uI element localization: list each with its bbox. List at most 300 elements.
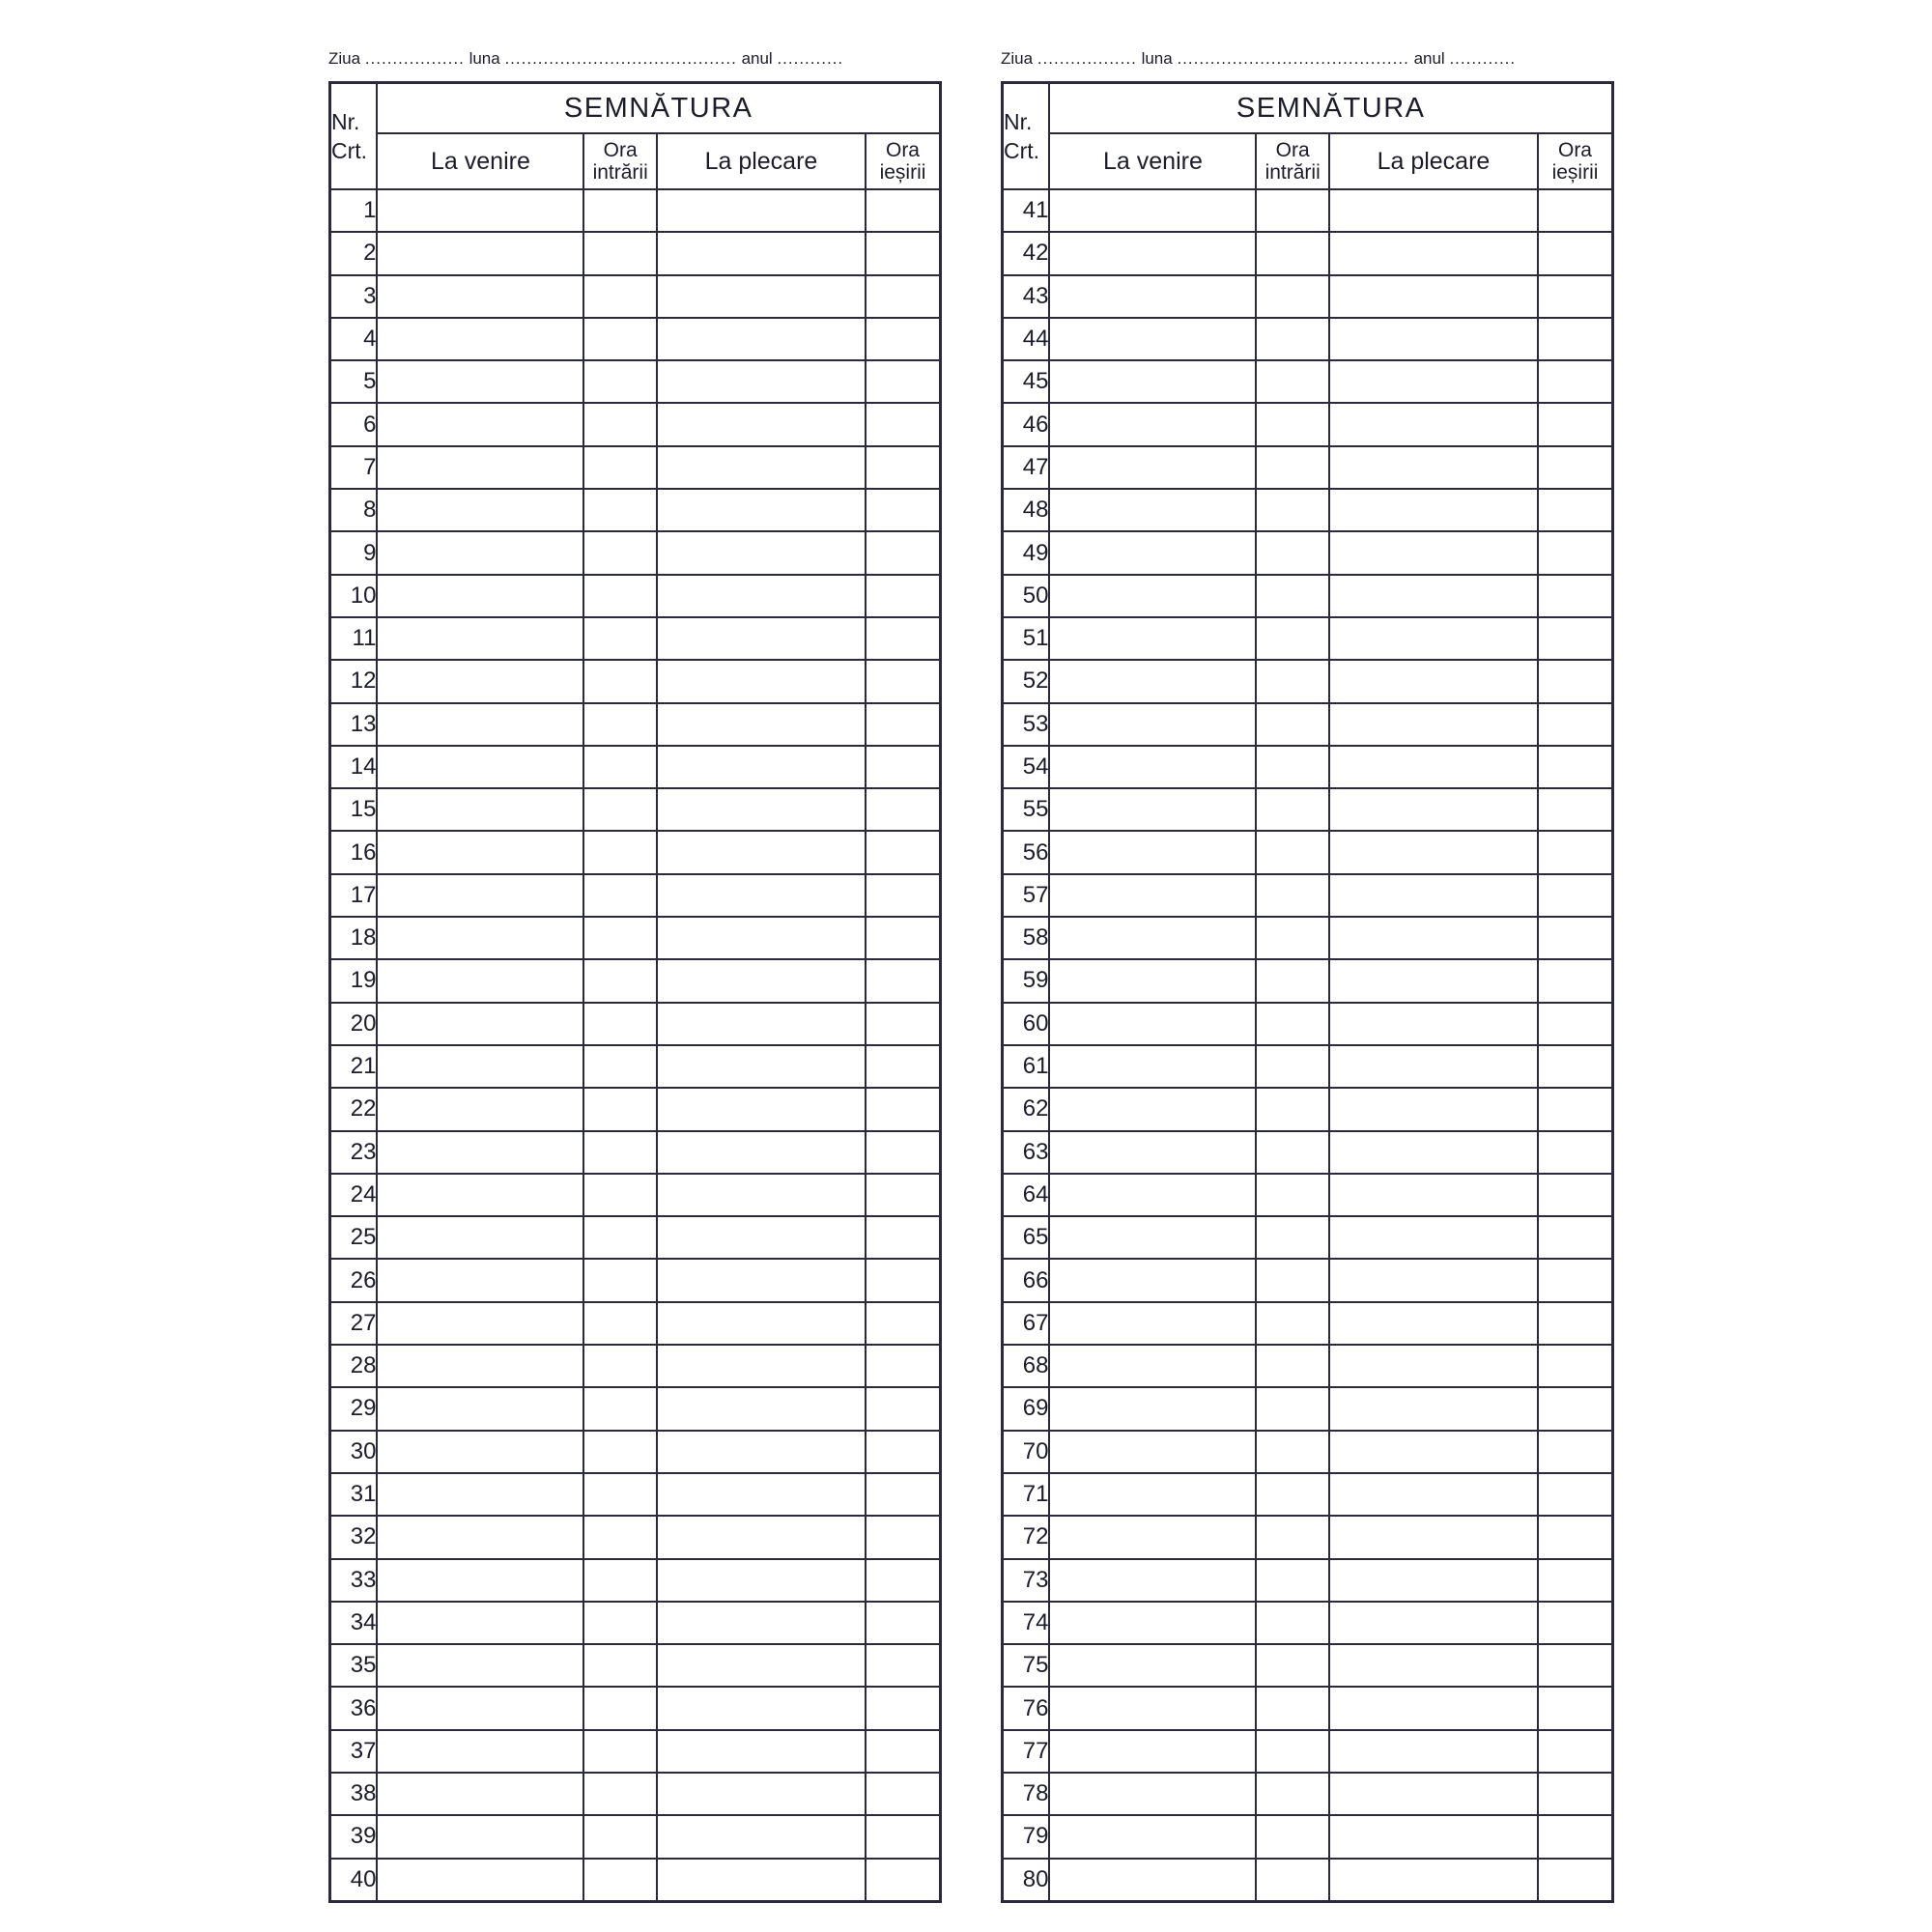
ora-intrarii-cell[interactable] (1256, 446, 1328, 489)
la-venire-cell[interactable] (1049, 403, 1256, 445)
ora-iesirii-cell[interactable] (1538, 1387, 1613, 1430)
ora-iesirii-cell[interactable] (866, 1859, 941, 1902)
ora-intrarii-cell[interactable] (583, 1302, 656, 1345)
ora-intrarii-cell[interactable] (583, 703, 656, 746)
la-plecare-cell[interactable] (1329, 1088, 1538, 1130)
ora-intrarii-cell[interactable] (583, 1644, 656, 1687)
ora-intrarii-cell[interactable] (583, 189, 656, 232)
ora-iesirii-cell[interactable] (866, 1815, 941, 1858)
ora-iesirii-cell[interactable] (1538, 489, 1613, 531)
ora-intrarii-cell[interactable] (1256, 275, 1328, 318)
la-venire-cell[interactable] (377, 617, 583, 660)
ora-iesirii-cell[interactable] (866, 1045, 941, 1088)
la-plecare-cell[interactable] (1329, 1131, 1538, 1174)
ora-iesirii-cell[interactable] (866, 1644, 941, 1687)
ora-iesirii-cell[interactable] (1538, 360, 1613, 403)
ora-iesirii-cell[interactable] (1538, 1559, 1613, 1602)
la-venire-cell[interactable] (377, 1516, 583, 1558)
la-plecare-cell[interactable] (657, 874, 866, 917)
ora-iesirii-cell[interactable] (866, 917, 941, 959)
ora-iesirii-cell[interactable] (866, 1259, 941, 1301)
ora-iesirii-cell[interactable] (866, 1131, 941, 1174)
ora-iesirii-cell[interactable] (1538, 1131, 1613, 1174)
la-venire-cell[interactable] (377, 746, 583, 788)
ora-iesirii-cell[interactable] (1538, 1516, 1613, 1558)
la-plecare-cell[interactable] (657, 1045, 866, 1088)
ora-intrarii-cell[interactable] (1256, 318, 1328, 360)
la-venire-cell[interactable] (1049, 831, 1256, 873)
ora-intrarii-cell[interactable] (583, 1602, 656, 1644)
la-venire-cell[interactable] (1049, 1345, 1256, 1387)
ora-iesirii-cell[interactable] (866, 1302, 941, 1345)
ora-intrarii-cell[interactable] (1256, 1088, 1328, 1130)
ora-iesirii-cell[interactable] (866, 703, 941, 746)
la-venire-cell[interactable] (377, 788, 583, 831)
ora-iesirii-cell[interactable] (1538, 232, 1613, 274)
ora-iesirii-cell[interactable] (866, 1730, 941, 1773)
la-plecare-cell[interactable] (657, 1003, 866, 1045)
ora-intrarii-cell[interactable] (583, 1345, 656, 1387)
ora-iesirii-cell[interactable] (1538, 1088, 1613, 1130)
ora-iesirii-cell[interactable] (866, 531, 941, 574)
ora-intrarii-cell[interactable] (1256, 617, 1328, 660)
ora-iesirii-cell[interactable] (866, 1088, 941, 1130)
ora-iesirii-cell[interactable] (1538, 788, 1613, 831)
la-venire-cell[interactable] (377, 959, 583, 1002)
ora-iesirii-cell[interactable] (1538, 1259, 1613, 1301)
ora-iesirii-cell[interactable] (1538, 531, 1613, 574)
la-venire-cell[interactable] (1049, 1387, 1256, 1430)
ora-intrarii-cell[interactable] (1256, 1131, 1328, 1174)
ora-intrarii-cell[interactable] (583, 1216, 656, 1259)
anul-field[interactable]: ............ (777, 49, 844, 68)
ora-intrarii-cell[interactable] (1256, 660, 1328, 702)
ora-intrarii-cell[interactable] (583, 1687, 656, 1729)
la-venire-cell[interactable] (1049, 1131, 1256, 1174)
ora-iesirii-cell[interactable] (866, 446, 941, 489)
la-plecare-cell[interactable] (657, 1174, 866, 1216)
la-venire-cell[interactable] (1049, 1259, 1256, 1301)
ora-intrarii-cell[interactable] (1256, 1431, 1328, 1473)
ora-iesirii-cell[interactable] (1538, 1730, 1613, 1773)
ora-iesirii-cell[interactable] (866, 1559, 941, 1602)
ora-intrarii-cell[interactable] (583, 959, 656, 1002)
ora-iesirii-cell[interactable] (866, 831, 941, 873)
la-venire-cell[interactable] (377, 489, 583, 531)
la-venire-cell[interactable] (377, 917, 583, 959)
la-plecare-cell[interactable] (657, 575, 866, 617)
la-venire-cell[interactable] (377, 318, 583, 360)
ora-iesirii-cell[interactable] (1538, 917, 1613, 959)
la-venire-cell[interactable] (377, 531, 583, 574)
la-venire-cell[interactable] (1049, 1773, 1256, 1815)
la-venire-cell[interactable] (377, 703, 583, 746)
ora-iesirii-cell[interactable] (866, 617, 941, 660)
la-venire-cell[interactable] (1049, 1644, 1256, 1687)
la-venire-cell[interactable] (377, 575, 583, 617)
la-venire-cell[interactable] (1049, 531, 1256, 574)
ora-iesirii-cell[interactable] (866, 660, 941, 702)
la-plecare-cell[interactable] (657, 1387, 866, 1430)
ora-intrarii-cell[interactable] (1256, 831, 1328, 873)
la-plecare-cell[interactable] (1329, 575, 1538, 617)
ora-iesirii-cell[interactable] (1538, 446, 1613, 489)
la-plecare-cell[interactable] (657, 1216, 866, 1259)
ora-intrarii-cell[interactable] (583, 403, 656, 445)
la-venire-cell[interactable] (377, 232, 583, 274)
la-venire-cell[interactable] (377, 1345, 583, 1387)
la-venire-cell[interactable] (377, 1302, 583, 1345)
la-venire-cell[interactable] (377, 1003, 583, 1045)
ora-intrarii-cell[interactable] (1256, 403, 1328, 445)
la-venire-cell[interactable] (377, 1131, 583, 1174)
la-plecare-cell[interactable] (1329, 489, 1538, 531)
ora-iesirii-cell[interactable] (1538, 1687, 1613, 1729)
ora-iesirii-cell[interactable] (1538, 1473, 1613, 1516)
ora-intrarii-cell[interactable] (583, 1516, 656, 1558)
ora-intrarii-cell[interactable] (1256, 531, 1328, 574)
la-plecare-cell[interactable] (657, 1259, 866, 1301)
la-plecare-cell[interactable] (1329, 232, 1538, 274)
la-plecare-cell[interactable] (1329, 917, 1538, 959)
la-plecare-cell[interactable] (1329, 360, 1538, 403)
la-venire-cell[interactable] (1049, 232, 1256, 274)
la-plecare-cell[interactable] (1329, 831, 1538, 873)
la-venire-cell[interactable] (1049, 1045, 1256, 1088)
ora-iesirii-cell[interactable] (1538, 831, 1613, 873)
la-plecare-cell[interactable] (657, 489, 866, 531)
la-venire-cell[interactable] (377, 1473, 583, 1516)
la-plecare-cell[interactable] (657, 1859, 866, 1902)
ora-intrarii-cell[interactable] (1256, 489, 1328, 531)
ora-intrarii-cell[interactable] (1256, 1259, 1328, 1301)
ora-iesirii-cell[interactable] (1538, 1644, 1613, 1687)
la-plecare-cell[interactable] (1329, 1815, 1538, 1858)
ora-iesirii-cell[interactable] (1538, 1431, 1613, 1473)
ora-intrarii-cell[interactable] (1256, 1687, 1328, 1729)
anul-field[interactable]: ............ (1449, 49, 1517, 68)
la-plecare-cell[interactable] (657, 318, 866, 360)
ora-iesirii-cell[interactable] (866, 575, 941, 617)
ora-iesirii-cell[interactable] (866, 318, 941, 360)
la-plecare-cell[interactable] (1329, 531, 1538, 574)
la-venire-cell[interactable] (377, 1602, 583, 1644)
ora-iesirii-cell[interactable] (1538, 703, 1613, 746)
la-plecare-cell[interactable] (1329, 874, 1538, 917)
la-plecare-cell[interactable] (657, 403, 866, 445)
la-plecare-cell[interactable] (657, 1516, 866, 1558)
la-venire-cell[interactable] (1049, 189, 1256, 232)
la-venire-cell[interactable] (1049, 1431, 1256, 1473)
ora-iesirii-cell[interactable] (866, 959, 941, 1002)
la-plecare-cell[interactable] (1329, 1045, 1538, 1088)
la-plecare-cell[interactable] (657, 1687, 866, 1729)
la-venire-cell[interactable] (1049, 1088, 1256, 1130)
la-plecare-cell[interactable] (1329, 1773, 1538, 1815)
ora-intrarii-cell[interactable] (1256, 1815, 1328, 1858)
ora-iesirii-cell[interactable] (866, 746, 941, 788)
ora-iesirii-cell[interactable] (866, 1773, 941, 1815)
ziua-field[interactable]: .................. (364, 49, 465, 68)
la-plecare-cell[interactable] (657, 917, 866, 959)
ora-intrarii-cell[interactable] (1256, 1859, 1328, 1902)
la-venire-cell[interactable] (377, 1559, 583, 1602)
ora-intrarii-cell[interactable] (1256, 703, 1328, 746)
ora-intrarii-cell[interactable] (1256, 1602, 1328, 1644)
la-plecare-cell[interactable] (1329, 1516, 1538, 1558)
ora-intrarii-cell[interactable] (1256, 232, 1328, 274)
ora-iesirii-cell[interactable] (1538, 1345, 1613, 1387)
la-plecare-cell[interactable] (657, 1131, 866, 1174)
la-venire-cell[interactable] (1049, 703, 1256, 746)
la-plecare-cell[interactable] (1329, 1644, 1538, 1687)
ora-intrarii-cell[interactable] (583, 1730, 656, 1773)
ora-iesirii-cell[interactable] (866, 1174, 941, 1216)
ora-iesirii-cell[interactable] (866, 1345, 941, 1387)
la-venire-cell[interactable] (377, 1644, 583, 1687)
la-venire-cell[interactable] (1049, 1730, 1256, 1773)
ora-intrarii-cell[interactable] (583, 1259, 656, 1301)
la-plecare-cell[interactable] (657, 1088, 866, 1130)
la-plecare-cell[interactable] (1329, 617, 1538, 660)
la-venire-cell[interactable] (1049, 1859, 1256, 1902)
ora-iesirii-cell[interactable] (866, 1431, 941, 1473)
la-plecare-cell[interactable] (1329, 1602, 1538, 1644)
la-plecare-cell[interactable] (1329, 1431, 1538, 1473)
la-venire-cell[interactable] (377, 360, 583, 403)
ora-iesirii-cell[interactable] (866, 788, 941, 831)
ora-intrarii-cell[interactable] (1256, 874, 1328, 917)
ora-iesirii-cell[interactable] (1538, 874, 1613, 917)
ora-iesirii-cell[interactable] (1538, 1815, 1613, 1858)
ora-intrarii-cell[interactable] (583, 1473, 656, 1516)
la-plecare-cell[interactable] (657, 232, 866, 274)
ora-intrarii-cell[interactable] (1256, 1216, 1328, 1259)
la-plecare-cell[interactable] (657, 617, 866, 660)
la-plecare-cell[interactable] (1329, 275, 1538, 318)
ora-intrarii-cell[interactable] (583, 575, 656, 617)
la-plecare-cell[interactable] (1329, 746, 1538, 788)
ora-intrarii-cell[interactable] (583, 489, 656, 531)
la-plecare-cell[interactable] (657, 446, 866, 489)
la-venire-cell[interactable] (1049, 1602, 1256, 1644)
la-venire-cell[interactable] (377, 1730, 583, 1773)
ora-intrarii-cell[interactable] (583, 660, 656, 702)
ora-intrarii-cell[interactable] (1256, 746, 1328, 788)
la-plecare-cell[interactable] (657, 1559, 866, 1602)
la-venire-cell[interactable] (377, 1815, 583, 1858)
la-plecare-cell[interactable] (657, 531, 866, 574)
la-plecare-cell[interactable] (657, 831, 866, 873)
la-venire-cell[interactable] (377, 660, 583, 702)
la-plecare-cell[interactable] (657, 189, 866, 232)
la-venire-cell[interactable] (1049, 489, 1256, 531)
ora-intrarii-cell[interactable] (583, 1088, 656, 1130)
la-plecare-cell[interactable] (657, 360, 866, 403)
la-venire-cell[interactable] (377, 1387, 583, 1430)
ora-intrarii-cell[interactable] (583, 275, 656, 318)
ora-iesirii-cell[interactable] (866, 1003, 941, 1045)
ora-iesirii-cell[interactable] (866, 1516, 941, 1558)
la-venire-cell[interactable] (1049, 318, 1256, 360)
la-plecare-cell[interactable] (1329, 1216, 1538, 1259)
la-venire-cell[interactable] (377, 831, 583, 873)
ora-intrarii-cell[interactable] (583, 360, 656, 403)
ora-intrarii-cell[interactable] (583, 1174, 656, 1216)
la-plecare-cell[interactable] (1329, 446, 1538, 489)
la-plecare-cell[interactable] (657, 1815, 866, 1858)
ora-intrarii-cell[interactable] (1256, 1045, 1328, 1088)
ora-intrarii-cell[interactable] (583, 617, 656, 660)
la-plecare-cell[interactable] (657, 1473, 866, 1516)
ora-iesirii-cell[interactable] (866, 1387, 941, 1430)
ora-iesirii-cell[interactable] (866, 360, 941, 403)
ora-intrarii-cell[interactable] (1256, 189, 1328, 232)
la-venire-cell[interactable] (1049, 1687, 1256, 1729)
la-plecare-cell[interactable] (1329, 959, 1538, 1002)
la-venire-cell[interactable] (1049, 360, 1256, 403)
la-plecare-cell[interactable] (657, 660, 866, 702)
ora-iesirii-cell[interactable] (866, 403, 941, 445)
luna-field[interactable]: .......................................... (504, 49, 737, 68)
ora-intrarii-cell[interactable] (583, 1045, 656, 1088)
la-venire-cell[interactable] (1049, 874, 1256, 917)
la-venire-cell[interactable] (377, 275, 583, 318)
ora-iesirii-cell[interactable] (866, 275, 941, 318)
ora-iesirii-cell[interactable] (1538, 660, 1613, 702)
ora-intrarii-cell[interactable] (583, 1773, 656, 1815)
ora-intrarii-cell[interactable] (583, 917, 656, 959)
la-plecare-cell[interactable] (657, 1345, 866, 1387)
ora-intrarii-cell[interactable] (583, 446, 656, 489)
ora-intrarii-cell[interactable] (583, 318, 656, 360)
ora-intrarii-cell[interactable] (1256, 959, 1328, 1002)
la-plecare-cell[interactable] (1329, 318, 1538, 360)
ora-intrarii-cell[interactable] (1256, 1559, 1328, 1602)
la-plecare-cell[interactable] (1329, 1859, 1538, 1902)
la-plecare-cell[interactable] (1329, 403, 1538, 445)
la-plecare-cell[interactable] (657, 1302, 866, 1345)
ora-intrarii-cell[interactable] (1256, 1473, 1328, 1516)
la-plecare-cell[interactable] (1329, 1687, 1538, 1729)
la-venire-cell[interactable] (1049, 660, 1256, 702)
ora-intrarii-cell[interactable] (1256, 917, 1328, 959)
ora-iesirii-cell[interactable] (1538, 575, 1613, 617)
la-venire-cell[interactable] (377, 1431, 583, 1473)
ora-intrarii-cell[interactable] (1256, 788, 1328, 831)
ora-intrarii-cell[interactable] (583, 1859, 656, 1902)
la-venire-cell[interactable] (377, 1259, 583, 1301)
la-venire-cell[interactable] (1049, 959, 1256, 1002)
la-venire-cell[interactable] (377, 1859, 583, 1902)
ora-intrarii-cell[interactable] (583, 232, 656, 274)
la-venire-cell[interactable] (377, 1174, 583, 1216)
la-venire-cell[interactable] (377, 403, 583, 445)
la-plecare-cell[interactable] (657, 1730, 866, 1773)
la-venire-cell[interactable] (377, 1216, 583, 1259)
ora-intrarii-cell[interactable] (1256, 1174, 1328, 1216)
ora-iesirii-cell[interactable] (866, 874, 941, 917)
ora-intrarii-cell[interactable] (1256, 360, 1328, 403)
ora-iesirii-cell[interactable] (866, 1687, 941, 1729)
la-plecare-cell[interactable] (657, 1644, 866, 1687)
la-venire-cell[interactable] (1049, 1516, 1256, 1558)
la-plecare-cell[interactable] (1329, 1387, 1538, 1430)
la-plecare-cell[interactable] (1329, 1559, 1538, 1602)
la-plecare-cell[interactable] (657, 788, 866, 831)
ora-iesirii-cell[interactable] (1538, 318, 1613, 360)
la-venire-cell[interactable] (1049, 1174, 1256, 1216)
la-plecare-cell[interactable] (1329, 1259, 1538, 1301)
la-plecare-cell[interactable] (657, 1431, 866, 1473)
la-venire-cell[interactable] (1049, 917, 1256, 959)
ora-iesirii-cell[interactable] (866, 232, 941, 274)
la-venire-cell[interactable] (1049, 1473, 1256, 1516)
la-venire-cell[interactable] (1049, 275, 1256, 318)
la-plecare-cell[interactable] (1329, 660, 1538, 702)
la-venire-cell[interactable] (377, 1773, 583, 1815)
ora-intrarii-cell[interactable] (583, 1131, 656, 1174)
ora-intrarii-cell[interactable] (583, 1387, 656, 1430)
ora-iesirii-cell[interactable] (1538, 1602, 1613, 1644)
la-venire-cell[interactable] (377, 446, 583, 489)
ora-intrarii-cell[interactable] (1256, 1345, 1328, 1387)
ora-intrarii-cell[interactable] (1256, 1302, 1328, 1345)
ora-intrarii-cell[interactable] (583, 874, 656, 917)
la-venire-cell[interactable] (377, 1045, 583, 1088)
la-venire-cell[interactable] (377, 1088, 583, 1130)
la-plecare-cell[interactable] (1329, 703, 1538, 746)
la-venire-cell[interactable] (1049, 1302, 1256, 1345)
ora-iesirii-cell[interactable] (1538, 1003, 1613, 1045)
ora-iesirii-cell[interactable] (866, 489, 941, 531)
ora-intrarii-cell[interactable] (1256, 1644, 1328, 1687)
luna-field[interactable]: .......................................... (1177, 49, 1409, 68)
la-plecare-cell[interactable] (657, 1773, 866, 1815)
ora-intrarii-cell[interactable] (1256, 1516, 1328, 1558)
ora-intrarii-cell[interactable] (1256, 1730, 1328, 1773)
la-venire-cell[interactable] (377, 189, 583, 232)
ora-intrarii-cell[interactable] (583, 1431, 656, 1473)
ora-intrarii-cell[interactable] (583, 1815, 656, 1858)
ziua-field[interactable]: .................. (1037, 49, 1137, 68)
ora-iesirii-cell[interactable] (866, 1216, 941, 1259)
la-plecare-cell[interactable] (1329, 1174, 1538, 1216)
la-venire-cell[interactable] (1049, 1559, 1256, 1602)
la-plecare-cell[interactable] (657, 275, 866, 318)
la-venire-cell[interactable] (1049, 1216, 1256, 1259)
la-venire-cell[interactable] (377, 1687, 583, 1729)
ora-iesirii-cell[interactable] (1538, 189, 1613, 232)
la-venire-cell[interactable] (1049, 1003, 1256, 1045)
la-venire-cell[interactable] (1049, 617, 1256, 660)
ora-intrarii-cell[interactable] (1256, 575, 1328, 617)
ora-iesirii-cell[interactable] (866, 189, 941, 232)
la-plecare-cell[interactable] (1329, 1003, 1538, 1045)
la-plecare-cell[interactable] (1329, 1730, 1538, 1773)
ora-iesirii-cell[interactable] (866, 1602, 941, 1644)
ora-iesirii-cell[interactable] (1538, 1302, 1613, 1345)
la-plecare-cell[interactable] (657, 1602, 866, 1644)
la-venire-cell[interactable] (1049, 575, 1256, 617)
ora-intrarii-cell[interactable] (1256, 1387, 1328, 1430)
ora-intrarii-cell[interactable] (583, 1559, 656, 1602)
la-venire-cell[interactable] (1049, 788, 1256, 831)
ora-intrarii-cell[interactable] (583, 831, 656, 873)
la-plecare-cell[interactable] (657, 703, 866, 746)
ora-iesirii-cell[interactable] (1538, 959, 1613, 1002)
ora-intrarii-cell[interactable] (583, 788, 656, 831)
